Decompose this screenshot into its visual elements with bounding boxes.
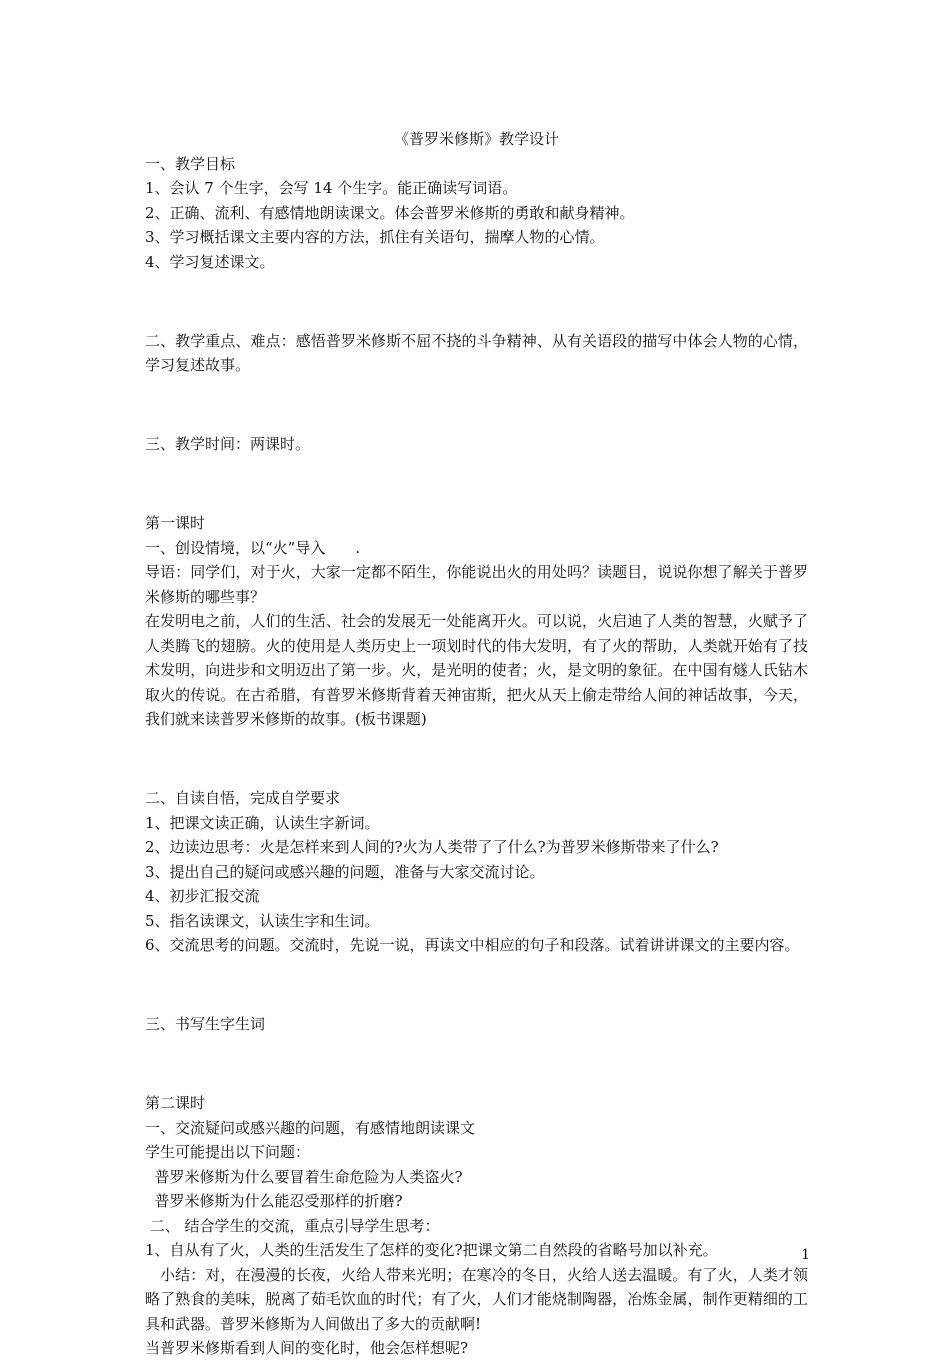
text-line: 一、教学目标 [145, 154, 236, 173]
page-number: 1 [801, 1247, 810, 1263]
text-line: 1、会认 7 个生字，会写 14 个生字。能正确读写词语。 [145, 179, 518, 197]
blank-line [145, 1052, 808, 1077]
text-line: 1、自从有了火，人类的生活发生了怎样的变化?把课文第二自然段的省略号加以补充。 [145, 1241, 718, 1259]
text-line: 二、 结合学生的交流，重点引导学生思考： [145, 1216, 440, 1235]
blank-line [145, 747, 808, 772]
paragraph: 小结：对，在漫漫的长夜，火给人带来光明；在寒冷的冬日，火给人送去温暖。有了火，人类才领略了熟食的美味，脱离了茹毛饮血的时代；有了火，人们才能烧制陶器，冶炼金属，制作更精细的工具和武器。普罗米修斯为人间做出了多大的贡献啊! [145, 1265, 808, 1333]
text-line: 普罗米修斯为什么要冒着生命危险为人类盗火? [145, 1167, 463, 1186]
document-title: 《普罗米修斯》教学设计 [393, 130, 559, 148]
text-line: 2、边读边思考：火是怎样来到人间的?火为人类带了了什么?为普罗米修斯带来了什么? [145, 838, 719, 856]
text-line: 4、学习复述课文。 [145, 252, 275, 271]
document-body [145, 127, 808, 1361]
text-line: 普罗米修斯为什么能忍受那样的折磨? [145, 1192, 403, 1210]
text-line: 当普罗米修斯看到人间的变化时，他会怎样想呢? [145, 1339, 469, 1357]
paragraph: 在发明电之前，人们的生活、社会的发展无一处能离开火。可以说，火启迪了人类的智慧，火赋予了人类腾飞的翅膀。火的使用是人类历史上一项划时代的伟大发明，有了火的帮助，人类就开始有了技术发明，向进步和文明迈出了第一步。火，是光明的使者；火，是文明的象征。在中国有燧人氏钻木取火的传说。在古希腊，有普罗米修斯背着天神宙斯，把火从天上偷走带给人间的神话故事，今天，我们就来读普罗米修斯的故事。(板书课题) [145, 612, 808, 728]
text-line: 5、指名读课文，认读生字和生词。 [145, 911, 380, 930]
text-line: 三、教学时间：两课时。 [145, 435, 311, 453]
blank-line [145, 973, 808, 998]
text-line: 1、把课文读正确，认读生字新词。 [145, 813, 380, 832]
text-line: 4、初步汇报交流 [145, 887, 260, 905]
text-line: 三、书写生字生词 [145, 1015, 266, 1033]
text-line: 3、学习概括课文主要内容的方法，抓住有关语句，揣摩人物的心情。 [145, 228, 605, 246]
document-lines [145, 152, 808, 1361]
blank-line [145, 472, 808, 497]
text-line: 3、提出自己的疑问或感兴趣的问题，准备与大家交流讨论。 [145, 862, 545, 881]
paragraph: 导语：同学们，对于火，大家一定都不陌生，你能说出火的用处吗？读题目，说说你想了解关于普罗米修斯的哪些事？ [145, 563, 808, 606]
text-line: 学生可能提出以下问题： [145, 1143, 311, 1161]
text-line: 一、创设情境，以“火”导入 . [145, 538, 361, 557]
text-line: 第二课时 [145, 1094, 206, 1112]
paragraph: 6、交流思考的问题。交流时，先说一说，再读文中相应的句子和段落。试着讲讲课文的主要内容。 [145, 936, 800, 954]
text-line: 2、正确、流利、有感情地朗读课文。体会普罗米修斯的勇敢和献身精神。 [145, 203, 635, 222]
text-line: 二、自读自悟，完成自学要求 [145, 789, 341, 807]
paragraph: 二、教学重点、难点：感悟普罗米修斯不屈不挠的斗争精神、从有关语段的描写中体会人物的心情，学习复述故事。 [145, 331, 808, 374]
blank-line [145, 393, 808, 418]
blank-line [145, 289, 808, 314]
text-line: 一、交流疑问或感兴趣的问题，有感情地朗读课文 [145, 1118, 476, 1137]
text-line: 第一课时 [145, 514, 206, 532]
